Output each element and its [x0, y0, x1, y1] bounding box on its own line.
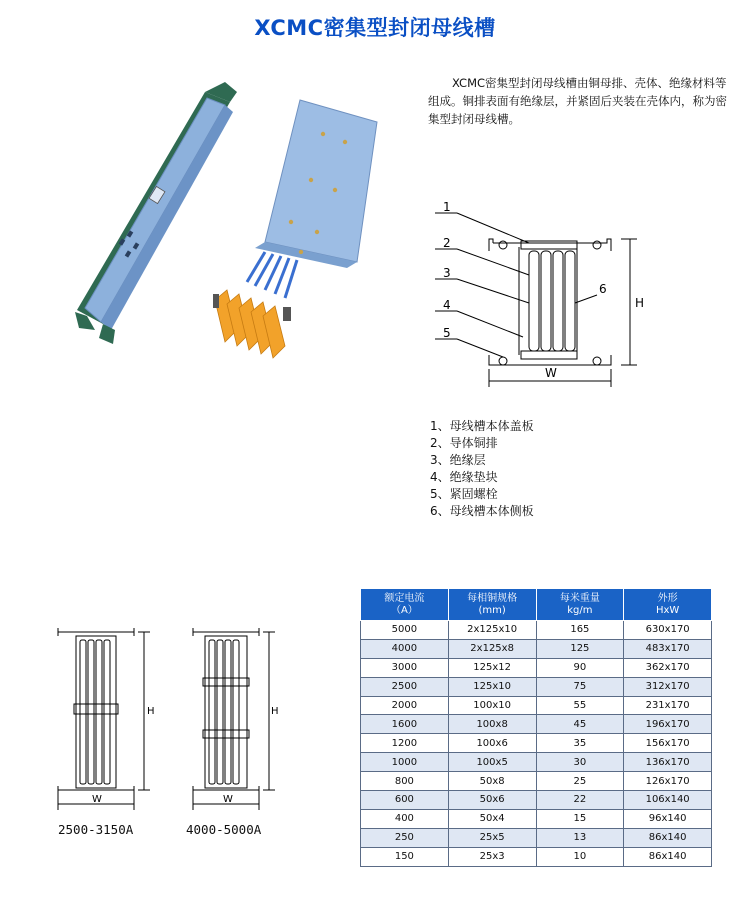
table-header-row [361, 589, 712, 621]
rated-current-cell: 1200 [361, 734, 449, 753]
dimensions-cell: 362x170 [624, 658, 712, 677]
dimensions-cell: 126x170 [624, 772, 712, 791]
copper-spec-cell: 125x12 [448, 658, 536, 677]
parts-list-item: 2、导体铜排 [430, 436, 498, 450]
cross-section-diagram [425, 195, 655, 395]
header-line: (mm) [478, 604, 506, 616]
weight-cell: 30 [536, 753, 624, 772]
table-row [361, 639, 712, 658]
rated-current-cell: 2000 [361, 696, 449, 715]
rated-current-cell: 2500 [361, 677, 449, 696]
weight-cell: 45 [536, 715, 624, 734]
page-title: XCMC密集型封闭母线槽 [254, 16, 496, 40]
rated-current-cell: 4000 [361, 639, 449, 658]
table-row [361, 715, 712, 734]
description-text: XCMC密集型封闭母线槽由铜母排、壳体、绝缘材料等组成。铜排表面有绝缘层，并紧固后夹装在壳体内，称为密集型封闭母线槽。 [428, 76, 727, 126]
copper-spec-cell: 50x6 [448, 791, 536, 810]
callout-1: 1 [443, 200, 451, 214]
header-line: 外形 [657, 592, 678, 604]
parts-list [430, 418, 690, 520]
dimensions-cell: 196x170 [624, 715, 712, 734]
table-row [361, 677, 712, 696]
parts-list-item: 5、紧固螺栓 [430, 487, 498, 501]
dimensions-cell: 106x140 [624, 791, 712, 810]
dimensions-cell: 483x170 [624, 639, 712, 658]
callout-2: 2 [443, 236, 451, 250]
dimensions-cell: 96x140 [624, 809, 712, 828]
rated-current-cell: 150 [361, 847, 449, 866]
table-row [361, 847, 712, 866]
parts-list-item: 3、绝缘层 [430, 453, 486, 467]
section-left-w-label: W [92, 794, 102, 805]
busway-long-module [75, 82, 237, 344]
spec-table [360, 588, 712, 867]
dimension-h-label: H [635, 296, 645, 310]
copper-spec-cell: 25x3 [448, 847, 536, 866]
rated-current-cell: 400 [361, 809, 449, 828]
dimensions-cell: 312x170 [624, 677, 712, 696]
section-right-w-label: W [223, 794, 233, 805]
weight-cell: 25 [536, 772, 624, 791]
copper-spec-cell: 2x125x8 [448, 639, 536, 658]
table-row [361, 828, 712, 847]
copper-spec-cell: 50x8 [448, 772, 536, 791]
rated-current-cell: 800 [361, 772, 449, 791]
rated-current-cell: 1000 [361, 753, 449, 772]
spec-table-body [361, 621, 712, 867]
dimensions-cell: 630x170 [624, 621, 712, 640]
busway-open-end-module [213, 100, 377, 358]
dimensions-cell: 136x170 [624, 753, 712, 772]
dimensions-cell: 231x170 [624, 696, 712, 715]
rated-current-cell: 5000 [361, 621, 449, 640]
copper-spec-cell: 125x10 [448, 677, 536, 696]
weight-cell: 75 [536, 677, 624, 696]
section-right-h-label: H [271, 706, 279, 717]
copper-spec-cell: 25x5 [448, 828, 536, 847]
parts-list-item: 6、母线槽本体侧板 [430, 504, 534, 518]
table-row [361, 809, 712, 828]
dimensions-cell: 156x170 [624, 734, 712, 753]
header-line: 每米重量 [559, 592, 600, 604]
copper-spec-cell: 100x6 [448, 734, 536, 753]
column-header-weight [536, 589, 624, 621]
weight-cell: 22 [536, 791, 624, 810]
copper-spec-cell: 2x125x10 [448, 621, 536, 640]
header-line: HxW [655, 604, 680, 616]
table-row [361, 696, 712, 715]
section-right-label: 4000-5000A [186, 822, 262, 837]
column-header-copper-spec [448, 589, 536, 621]
weight-cell: 125 [536, 639, 624, 658]
callout-3: 3 [443, 266, 451, 280]
section-view-4000-5000a [185, 618, 280, 813]
weight-cell: 13 [536, 828, 624, 847]
busway-product-image [55, 72, 395, 362]
weight-cell: 90 [536, 658, 624, 677]
table-row [361, 621, 712, 640]
table-row [361, 658, 712, 677]
copper-spec-cell: 50x4 [448, 809, 536, 828]
table-row [361, 772, 712, 791]
rated-current-cell: 3000 [361, 658, 449, 677]
parts-list-item: 1、母线槽本体盖板 [430, 419, 534, 433]
header-line: kg/m [567, 604, 593, 616]
weight-cell: 15 [536, 809, 624, 828]
header-line: （A） [390, 604, 418, 616]
rated-current-cell: 1600 [361, 715, 449, 734]
callout-6: 6 [599, 282, 607, 296]
parts-list-item: 4、绝缘垫块 [430, 470, 498, 484]
weight-cell: 165 [536, 621, 624, 640]
header-line: 额定电流 [384, 592, 425, 604]
copper-spec-cell: 100x5 [448, 753, 536, 772]
callout-4: 4 [443, 298, 451, 312]
callout-5: 5 [443, 326, 451, 340]
section-view-2500-3150a [48, 618, 158, 813]
table-row [361, 791, 712, 810]
rated-current-cell: 600 [361, 791, 449, 810]
section-left-label: 2500-3150A [58, 822, 134, 837]
column-header-dimensions [624, 589, 712, 621]
rated-current-cell: 250 [361, 828, 449, 847]
weight-cell: 10 [536, 847, 624, 866]
weight-cell: 55 [536, 696, 624, 715]
spec-table-container [360, 588, 712, 867]
dimension-w-label: W [545, 366, 557, 380]
product-description [428, 74, 728, 128]
dimensions-cell: 86x140 [624, 828, 712, 847]
copper-spec-cell: 100x8 [448, 715, 536, 734]
table-row [361, 734, 712, 753]
column-header-rated-current [361, 589, 449, 621]
table-row [361, 753, 712, 772]
section-left-h-label: H [147, 706, 155, 717]
dimensions-cell: 86x140 [624, 847, 712, 866]
header-line: 每相铜规格 [467, 592, 518, 604]
copper-spec-cell: 100x10 [448, 696, 536, 715]
weight-cell: 35 [536, 734, 624, 753]
